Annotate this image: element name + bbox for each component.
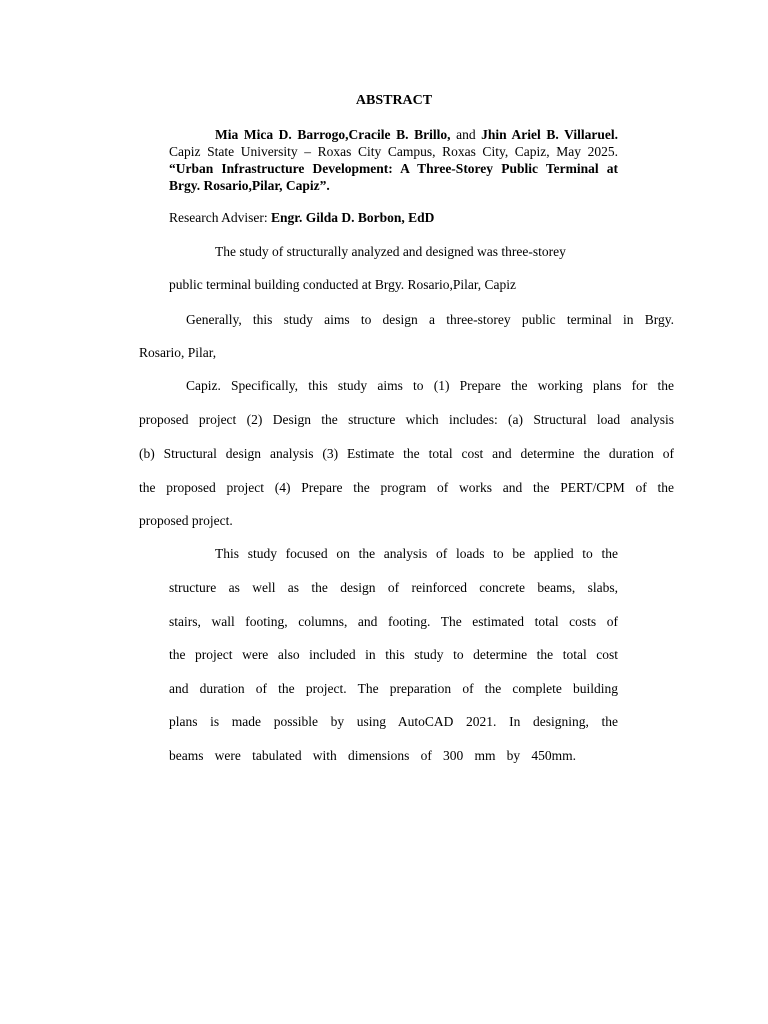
authors-primary: Mia Mica D. Barrogo,Cracile B. Brillo, xyxy=(215,127,451,142)
adviser-label: Research Adviser: xyxy=(169,210,271,225)
research-adviser xyxy=(169,209,434,226)
abstract-title: ABSTRACT xyxy=(355,93,433,108)
body-line: public terminal building conducted at Brgy. Rosario,Pilar, Capiz xyxy=(169,277,517,292)
citation-block xyxy=(169,126,618,194)
body-line: proposed project. xyxy=(139,513,233,528)
body-line: structure as well as the design of reinforced concrete beams, slabs, xyxy=(169,580,618,595)
authors-conjunction: and xyxy=(450,127,482,142)
body-line: Capiz. Specifically, this study aims to (1) Prepare the working plans for the xyxy=(186,378,674,393)
body-line: the proposed project (4) Prepare the program of works and the PERT/CPM of the xyxy=(139,480,674,495)
body-line: (b) Structural design analysis (3) Estimate the total cost and determine the duration of xyxy=(139,446,674,461)
body-line: proposed project (2) Design the structure which includes: (a) Structural load analysis xyxy=(139,412,674,427)
body-line: the project were also included in this study to determine the total cost xyxy=(169,647,618,662)
thesis-title: “Urban Infrastructure Development: A Three-Storey Public Terminal at Brgy. Rosario,Pilar, Capiz”. xyxy=(169,161,618,193)
body-line: Generally, this study aims to design a three-storey public terminal in Brgy. xyxy=(186,312,674,327)
body-line: This study focused on the analysis of loads to be applied to the xyxy=(215,546,618,561)
affiliation-text: Capiz State University – Roxas City Campus, Roxas City, Capiz, May 2025. xyxy=(169,144,618,159)
body-line: Rosario, Pilar, xyxy=(139,345,217,360)
body-line: plans is made possible by using AutoCAD 2021. In designing, the xyxy=(169,714,618,729)
body-line: The study of structurally analyzed and designed was three-storey xyxy=(215,244,566,259)
body-line: stairs, wall footing, columns, and footing. The estimated total costs of xyxy=(169,614,618,629)
body-line: and duration of the project. The preparation of the complete building xyxy=(169,681,618,696)
authors-secondary: Jhin Ariel B. Villaruel. xyxy=(481,127,618,142)
body-line: beams were tabulated with dimensions of 300 mm by 450mm. xyxy=(169,748,576,763)
adviser-name: Engr. Gilda D. Borbon, EdD xyxy=(270,210,435,225)
